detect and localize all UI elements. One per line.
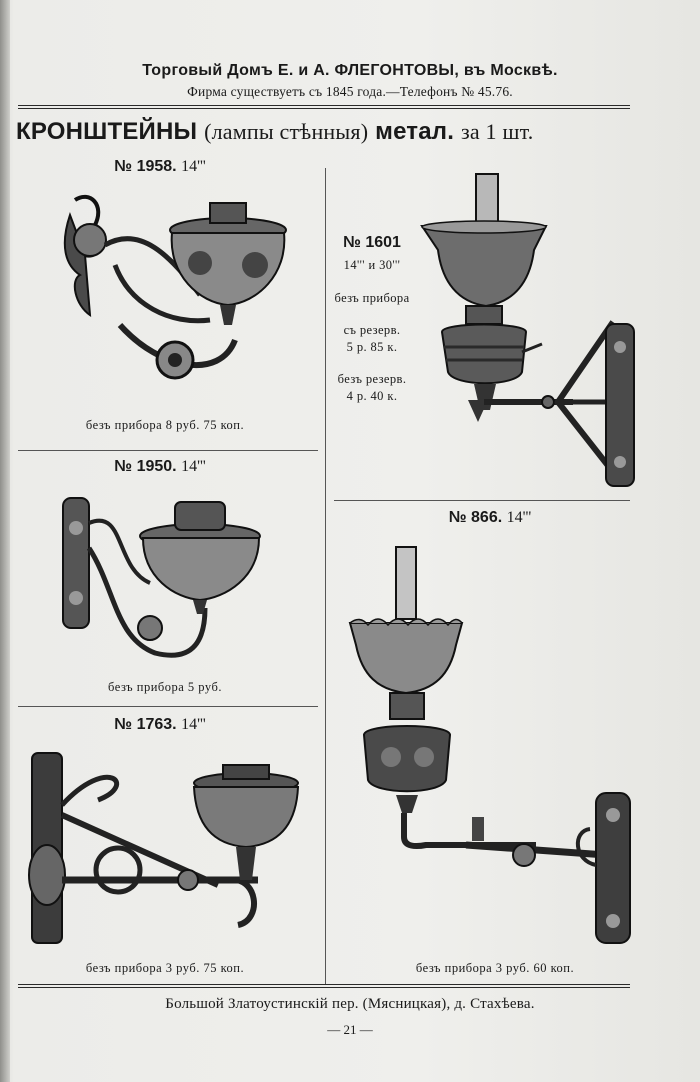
footer-rule-top (18, 984, 630, 985)
left-row-divider-2 (18, 706, 318, 707)
item-1601-title: № 1601 (343, 234, 401, 251)
title-per-unit: за 1 шт. (461, 119, 534, 144)
item-1950-title: № 1950. 14''' (114, 458, 206, 475)
company-subtitle: Фирма существуетъ съ 1845 года.—Телефонъ № 45.76. (187, 84, 513, 99)
item-1958-price: безъ прибора 8 руб. 75 коп. (85, 418, 245, 432)
footer-address: Большой Златоустинскій пер. (Мясницкая), д. Стахѣева. (165, 996, 535, 1012)
page-title (16, 118, 686, 146)
item-866-price: безъ прибора 3 руб. 60 коп. (415, 961, 575, 975)
wall-lamp-1601-illustration (418, 172, 643, 490)
item-1958-title: № 1958. 14''' (114, 158, 206, 175)
title-material: метал. (375, 118, 455, 145)
header-rule-bottom (18, 108, 630, 109)
page-number: — 21 — (327, 1022, 373, 1037)
wall-lamp-1763-illustration (18, 745, 308, 950)
book-spine-shadow (0, 0, 10, 1082)
item-1601-with-reserve-price: 5 р. 85 к. (346, 340, 398, 354)
header-rule-top (18, 105, 630, 106)
left-row-divider-1 (18, 450, 318, 451)
item-1601-without-reserve-label: безъ резерв. (337, 372, 407, 386)
item-1950-price: безъ прибора 5 руб. (108, 680, 222, 694)
item-1601-with-reserve-label: съ резерв. (343, 323, 401, 337)
title-paren: (лампы стѣнныя) (204, 119, 369, 144)
wall-lamp-1958-illustration (50, 185, 290, 400)
wall-lamp-1950-illustration (55, 488, 265, 668)
item-1763-title: № 1763. 14''' (114, 716, 206, 733)
item-1601-without-reserve-price: 4 р. 40 к. (346, 389, 398, 403)
company-header: Торговый Домъ Е. и А. ФЛЕГОНТОВЫ, въ Москвѣ. (142, 62, 558, 79)
item-866-title: № 866. 14''' (448, 509, 532, 526)
right-row-divider (334, 500, 630, 501)
item-1601-sizes: 14''' и 30''' (343, 258, 401, 272)
footer-rule-bottom (18, 987, 630, 988)
item-1763-price: безъ прибора 3 руб. 75 коп. (85, 961, 245, 975)
column-divider (325, 168, 326, 984)
title-main: КРОНШТЕЙНЫ (16, 118, 198, 145)
item-1601-without-fitting: безъ прибора (334, 291, 410, 305)
wall-lamp-866-illustration (346, 545, 636, 950)
